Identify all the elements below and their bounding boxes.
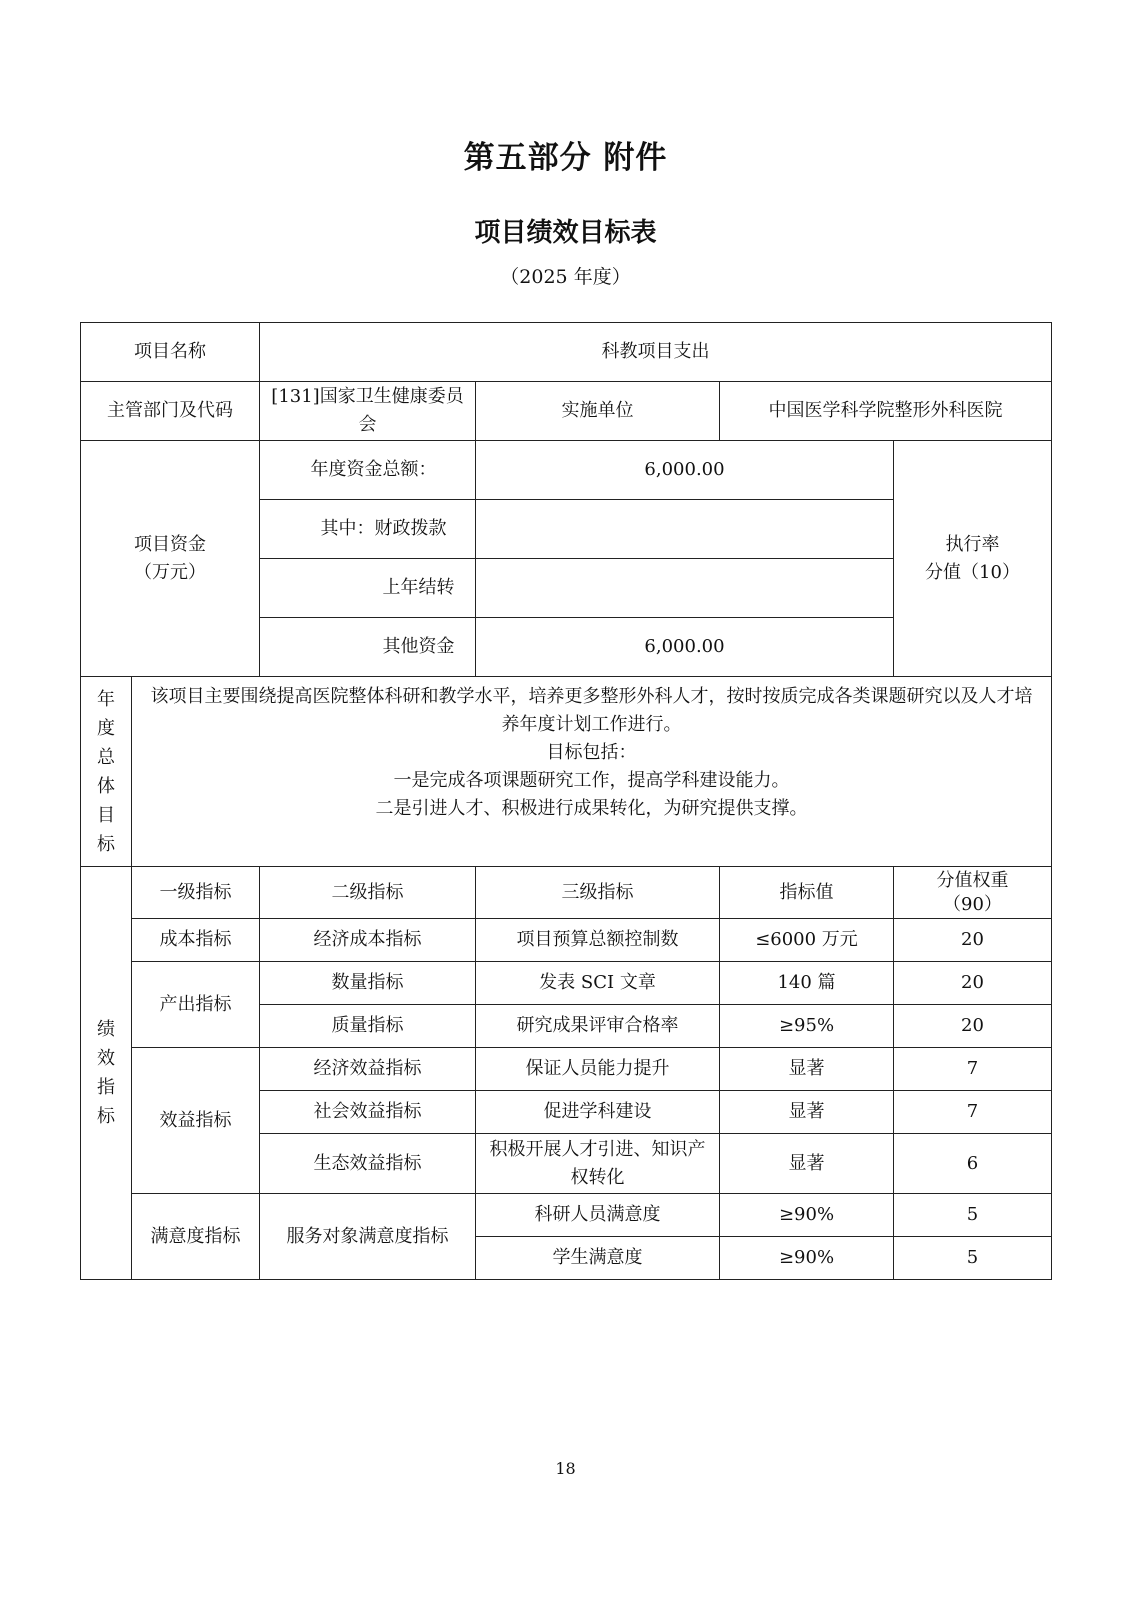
value-cell: 显著 [720,1048,894,1091]
table-row [81,1048,1052,1091]
header-weight [894,867,1052,919]
value-cell: 140 篇 [720,962,894,1005]
header-value: 指标值 [720,867,894,919]
level2-cell: 服务对象满意度指标 [260,1194,476,1280]
project-name-label: 项目名称 [81,323,260,382]
weight-cell: 5 [894,1194,1052,1237]
value-cell: ≤6000 万元 [720,919,894,962]
level2-cell: 质量指标 [260,1005,476,1048]
level3-cell: 项目预算总额控制数 [476,919,720,962]
annual-goal-label [81,677,132,867]
funds-total-value: 6,000.00 [476,441,894,500]
level1-cell: 效益指标 [132,1048,260,1194]
header-level1: 一级指标 [132,867,260,919]
performance-label-text: 绩效指标 [97,1019,115,1127]
level3-cell: 学生满意度 [476,1237,720,1280]
annual-goal-line: 二是引进人才、积极进行成果转化，为研究提供支撑。 [375,798,808,819]
implementing-unit-label: 实施单位 [476,382,720,441]
weight-cell: 20 [894,919,1052,962]
funds-total-label: 年度资金总额： [260,441,476,500]
document-title: 项目绩效目标表 [474,218,657,248]
annual-goal-line: 目标包括： [546,742,637,763]
funds-carryover-label: 上年结转 [260,559,476,618]
level1-cell: 产出指标 [132,962,260,1048]
funds-label-line2: （万元） [134,561,206,583]
weight-cell: 20 [894,1005,1052,1048]
funds-fiscal-label: 其中：财政拨款 [260,500,476,559]
value-cell: ≥95% [720,1005,894,1048]
funds-carryover-value [476,559,894,618]
level3-cell: 积极开展人才引进、知识产权转化 [476,1134,720,1194]
annual-goal-line: 该项目主要围绕提高医院整体科研和教学水平，培养更多整形外科人才，按时按质完成各类课题研究以及人才培养年度计划工作进行。 [150,686,1033,735]
table-row [81,919,1052,962]
weight-cell: 7 [894,1091,1052,1134]
level2-cell: 数量指标 [260,962,476,1005]
funds-other-value: 6,000.00 [476,618,894,677]
header-weight-line2: （90） [943,893,1002,915]
performance-goal-table [80,322,1052,1280]
annual-goal-row [81,677,1052,867]
annual-goal-text [132,677,1052,867]
part-title: 第五部分 附件 [463,140,668,176]
project-name-row [81,323,1052,382]
execution-rate-score: 分值（10） [925,561,1020,583]
funds-fiscal-value [476,500,894,559]
level1-cell: 成本指标 [132,919,260,962]
level3-cell: 促进学科建设 [476,1091,720,1134]
weight-cell: 7 [894,1048,1052,1091]
level2-cell: 经济效益指标 [260,1048,476,1091]
annual-goal-line: 一是完成各项课题研究工作，提高学科建设能力。 [393,770,790,791]
funds-other-label: 其他资金 [260,618,476,677]
project-name-value: 科教项目支出 [260,323,1052,382]
implementing-unit-value: 中国医学科学院整形外科医院 [720,382,1052,441]
header-level2: 二级指标 [260,867,476,919]
weight-cell: 6 [894,1134,1052,1194]
funds-total-row [81,441,1052,500]
department-value: [131]国家卫生健康委员会 [260,382,476,441]
level1-cell: 满意度指标 [132,1194,260,1280]
level2-cell: 生态效益指标 [260,1134,476,1194]
weight-cell: 5 [894,1237,1052,1280]
page-number: 18 [555,1459,576,1478]
header-weight-line1: 分值权重 [936,869,1009,891]
execution-rate-cell [894,441,1052,677]
department-row [81,382,1052,441]
funds-label-line1: 项目资金 [134,533,206,555]
level3-cell: 保证人员能力提升 [476,1048,720,1091]
level2-cell: 社会效益指标 [260,1091,476,1134]
table-row [81,962,1052,1005]
value-cell: ≥90% [720,1194,894,1237]
level3-cell: 发表 SCI 文章 [476,962,720,1005]
document-year: （2025 年度） [500,266,631,288]
annual-goal-label-text: 年度总体目标 [97,688,115,855]
funds-label [81,441,260,677]
weight-cell: 20 [894,962,1052,1005]
value-cell: 显著 [720,1091,894,1134]
level3-cell: 研究成果评审合格率 [476,1005,720,1048]
header-level3: 三级指标 [476,867,720,919]
performance-label [81,867,132,1280]
department-label: 主管部门及代码 [81,382,260,441]
level3-cell: 科研人员满意度 [476,1194,720,1237]
value-cell: 显著 [720,1134,894,1194]
execution-rate-label: 执行率 [945,533,1000,555]
level2-cell: 经济成本指标 [260,919,476,962]
table-row [81,1194,1052,1237]
value-cell: ≥90% [720,1237,894,1280]
performance-header-row [81,867,1052,919]
